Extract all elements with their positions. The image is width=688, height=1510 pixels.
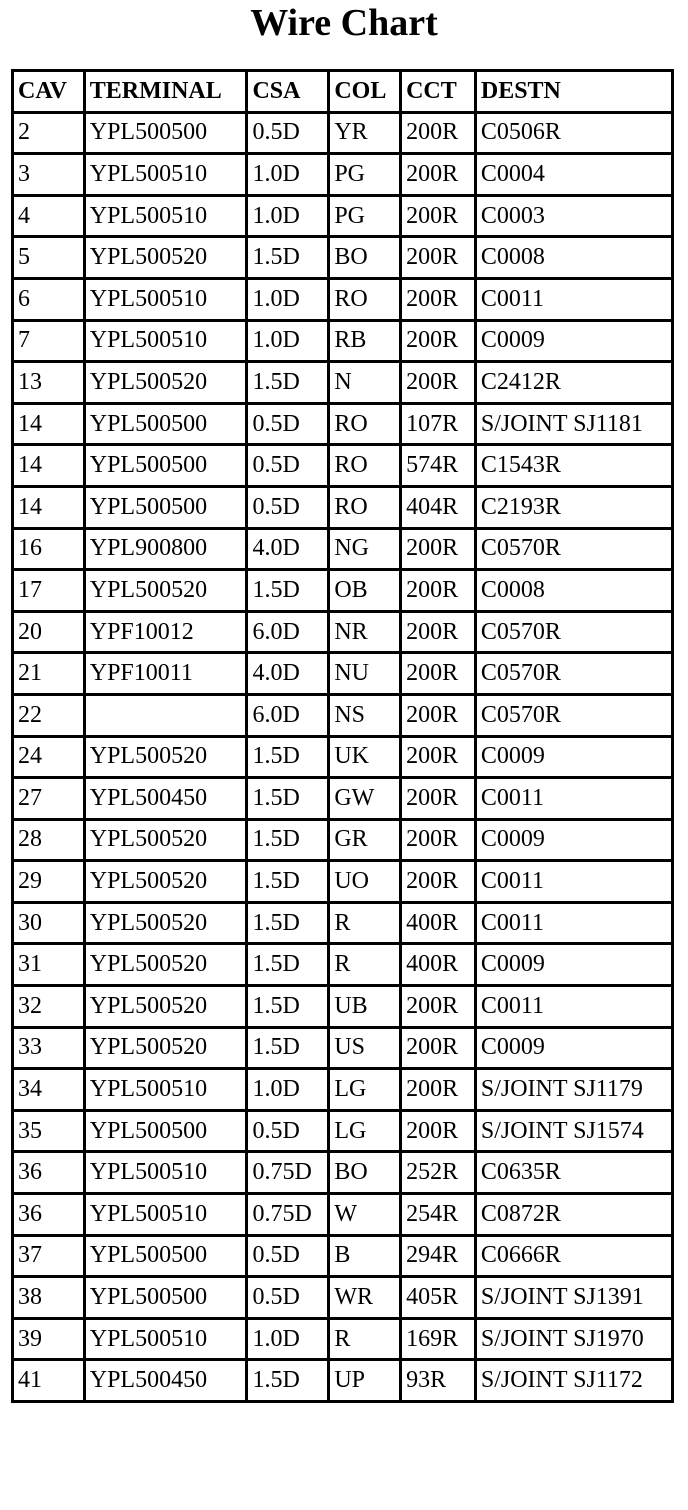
cell-col: WR bbox=[329, 1277, 401, 1319]
cell-cct: 200R bbox=[401, 694, 476, 736]
cell-col: OB bbox=[329, 570, 401, 612]
cell-cav: 29 bbox=[13, 861, 85, 903]
cell-destn: C0009 bbox=[475, 320, 672, 362]
column-header-destn: DESTN bbox=[475, 71, 672, 113]
cell-cct: 574R bbox=[401, 445, 476, 487]
table-row bbox=[13, 1277, 673, 1319]
cell-col: NR bbox=[329, 611, 401, 653]
cell-destn: C0011 bbox=[475, 986, 672, 1028]
cell-destn: C0009 bbox=[475, 1027, 672, 1069]
cell-csa: 0.75D bbox=[247, 1194, 329, 1236]
table-row bbox=[13, 570, 673, 612]
cell-cav: 36 bbox=[13, 1152, 85, 1194]
cell-cav: 14 bbox=[13, 486, 85, 528]
table-row bbox=[13, 154, 673, 196]
table-row bbox=[13, 1110, 673, 1152]
cell-csa: 1.0D bbox=[247, 154, 329, 196]
cell-csa: 0.75D bbox=[247, 1152, 329, 1194]
cell-col: YR bbox=[329, 112, 401, 154]
cell-col: RB bbox=[329, 320, 401, 362]
column-header-col: COL bbox=[329, 71, 401, 113]
cell-destn: C0666R bbox=[475, 1235, 672, 1277]
cell-col: PG bbox=[329, 154, 401, 196]
cell-terminal: YPL500520 bbox=[84, 1027, 247, 1069]
cell-csa: 1.5D bbox=[247, 902, 329, 944]
cell-cav: 3 bbox=[13, 154, 85, 196]
cell-col: RO bbox=[329, 403, 401, 445]
cell-cct: 254R bbox=[401, 1194, 476, 1236]
cell-destn: C2412R bbox=[475, 362, 672, 404]
cell-cav: 38 bbox=[13, 1277, 85, 1319]
cell-destn: S/JOINT SJ1179 bbox=[475, 1069, 672, 1111]
cell-cav: 36 bbox=[13, 1194, 85, 1236]
cell-terminal: YPF10011 bbox=[84, 653, 247, 695]
cell-cct: 200R bbox=[401, 653, 476, 695]
cell-cav: 14 bbox=[13, 445, 85, 487]
table-row bbox=[13, 1152, 673, 1194]
cell-col: R bbox=[329, 902, 401, 944]
cell-terminal: YPL500500 bbox=[84, 1235, 247, 1277]
cell-cct: 200R bbox=[401, 278, 476, 320]
header-row bbox=[13, 71, 673, 113]
cell-destn: C0570R bbox=[475, 653, 672, 695]
cell-terminal: YPL500500 bbox=[84, 1110, 247, 1152]
cell-cav: 27 bbox=[13, 778, 85, 820]
cell-csa: 1.5D bbox=[247, 861, 329, 903]
cell-csa: 1.5D bbox=[247, 944, 329, 986]
cell-cav: 5 bbox=[13, 237, 85, 279]
cell-destn: C0635R bbox=[475, 1152, 672, 1194]
cell-csa: 0.5D bbox=[247, 1235, 329, 1277]
cell-terminal: YPL500520 bbox=[84, 736, 247, 778]
column-header-csa: CSA bbox=[247, 71, 329, 113]
cell-col: N bbox=[329, 362, 401, 404]
cell-destn: C0004 bbox=[475, 154, 672, 196]
cell-terminal: YPL500510 bbox=[84, 1152, 247, 1194]
table-row bbox=[13, 944, 673, 986]
cell-csa: 1.5D bbox=[247, 778, 329, 820]
cell-cct: 200R bbox=[401, 195, 476, 237]
cell-col: BO bbox=[329, 237, 401, 279]
cell-cav: 20 bbox=[13, 611, 85, 653]
cell-destn: C1543R bbox=[475, 445, 672, 487]
cell-cct: 200R bbox=[401, 1027, 476, 1069]
table-row bbox=[13, 694, 673, 736]
cell-terminal: YPL500500 bbox=[84, 445, 247, 487]
cell-csa: 4.0D bbox=[247, 653, 329, 695]
cell-col: PG bbox=[329, 195, 401, 237]
cell-terminal: YPL500510 bbox=[84, 278, 247, 320]
table-row bbox=[13, 1194, 673, 1236]
page-title: Wire Chart bbox=[250, 2, 438, 44]
cell-destn: S/JOINT SJ1172 bbox=[475, 1360, 672, 1402]
table-row bbox=[13, 986, 673, 1028]
table-row bbox=[13, 237, 673, 279]
table-row bbox=[13, 278, 673, 320]
cell-terminal: YPL500510 bbox=[84, 195, 247, 237]
cell-cav: 6 bbox=[13, 278, 85, 320]
cell-col: LG bbox=[329, 1069, 401, 1111]
cell-cav: 31 bbox=[13, 944, 85, 986]
cell-destn: C0009 bbox=[475, 819, 672, 861]
cell-cct: 200R bbox=[401, 819, 476, 861]
cell-cav: 14 bbox=[13, 403, 85, 445]
table-row bbox=[13, 1027, 673, 1069]
cell-destn: C0506R bbox=[475, 112, 672, 154]
cell-col: NG bbox=[329, 528, 401, 570]
wire-chart-table bbox=[11, 69, 674, 1403]
table-row bbox=[13, 611, 673, 653]
table-row bbox=[13, 195, 673, 237]
table-row bbox=[13, 1069, 673, 1111]
cell-destn: C0003 bbox=[475, 195, 672, 237]
cell-csa: 0.5D bbox=[247, 1277, 329, 1319]
cell-cav: 7 bbox=[13, 320, 85, 362]
cell-cct: 200R bbox=[401, 320, 476, 362]
cell-cav: 33 bbox=[13, 1027, 85, 1069]
cell-terminal: YPL500500 bbox=[84, 112, 247, 154]
cell-terminal: YPL500520 bbox=[84, 237, 247, 279]
cell-destn: C0011 bbox=[475, 861, 672, 903]
cell-destn: C0570R bbox=[475, 611, 672, 653]
cell-terminal: YPL500520 bbox=[84, 902, 247, 944]
cell-col: R bbox=[329, 1318, 401, 1360]
cell-cav: 4 bbox=[13, 195, 85, 237]
cell-cct: 200R bbox=[401, 778, 476, 820]
table-row bbox=[13, 1360, 673, 1402]
cell-terminal: YPL500520 bbox=[84, 362, 247, 404]
cell-destn: C0011 bbox=[475, 902, 672, 944]
cell-cav: 37 bbox=[13, 1235, 85, 1277]
cell-cct: 93R bbox=[401, 1360, 476, 1402]
cell-cav: 34 bbox=[13, 1069, 85, 1111]
cell-cct: 200R bbox=[401, 611, 476, 653]
cell-destn: S/JOINT SJ1181 bbox=[475, 403, 672, 445]
cell-cav: 39 bbox=[13, 1318, 85, 1360]
cell-col: GR bbox=[329, 819, 401, 861]
cell-cav: 22 bbox=[13, 694, 85, 736]
cell-col: UO bbox=[329, 861, 401, 903]
cell-destn: C0570R bbox=[475, 694, 672, 736]
table-row bbox=[13, 362, 673, 404]
cell-cct: 200R bbox=[401, 528, 476, 570]
cell-cct: 400R bbox=[401, 902, 476, 944]
cell-terminal: YPL500500 bbox=[84, 486, 247, 528]
cell-terminal: YPF10012 bbox=[84, 611, 247, 653]
table-row bbox=[13, 736, 673, 778]
cell-cct: 200R bbox=[401, 570, 476, 612]
cell-cct: 404R bbox=[401, 486, 476, 528]
cell-cav: 17 bbox=[13, 570, 85, 612]
cell-destn: C2193R bbox=[475, 486, 672, 528]
cell-cct: 252R bbox=[401, 1152, 476, 1194]
cell-destn: C0011 bbox=[475, 778, 672, 820]
cell-cct: 405R bbox=[401, 1277, 476, 1319]
cell-csa: 1.5D bbox=[247, 570, 329, 612]
cell-csa: 1.0D bbox=[247, 1318, 329, 1360]
column-header-terminal: TERMINAL bbox=[84, 71, 247, 113]
table-row bbox=[13, 445, 673, 487]
cell-col: RO bbox=[329, 278, 401, 320]
cell-col: B bbox=[329, 1235, 401, 1277]
cell-csa: 1.5D bbox=[247, 1027, 329, 1069]
cell-col: NU bbox=[329, 653, 401, 695]
cell-terminal: YPL500520 bbox=[84, 986, 247, 1028]
cell-col: UP bbox=[329, 1360, 401, 1402]
cell-csa: 6.0D bbox=[247, 694, 329, 736]
cell-csa: 1.5D bbox=[247, 237, 329, 279]
cell-cct: 400R bbox=[401, 944, 476, 986]
cell-cct: 200R bbox=[401, 986, 476, 1028]
cell-cav: 21 bbox=[13, 653, 85, 695]
cell-cct: 107R bbox=[401, 403, 476, 445]
cell-terminal: YPL500450 bbox=[84, 1360, 247, 1402]
cell-terminal: YPL900800 bbox=[84, 528, 247, 570]
cell-cav: 2 bbox=[13, 112, 85, 154]
cell-cav: 35 bbox=[13, 1110, 85, 1152]
cell-terminal: YPL500500 bbox=[84, 403, 247, 445]
cell-col: W bbox=[329, 1194, 401, 1236]
table-row bbox=[13, 1235, 673, 1277]
cell-csa: 0.5D bbox=[247, 445, 329, 487]
cell-cav: 13 bbox=[13, 362, 85, 404]
table-row bbox=[13, 320, 673, 362]
cell-cct: 200R bbox=[401, 1069, 476, 1111]
cell-col: UK bbox=[329, 736, 401, 778]
cell-terminal: YPL500510 bbox=[84, 1318, 247, 1360]
cell-cav: 30 bbox=[13, 902, 85, 944]
cell-col: BO bbox=[329, 1152, 401, 1194]
cell-terminal: YPL500510 bbox=[84, 1069, 247, 1111]
cell-cct: 200R bbox=[401, 154, 476, 196]
cell-col: GW bbox=[329, 778, 401, 820]
table-row bbox=[13, 112, 673, 154]
cell-destn: S/JOINT SJ1970 bbox=[475, 1318, 672, 1360]
cell-cav: 32 bbox=[13, 986, 85, 1028]
cell-terminal: YPL500520 bbox=[84, 861, 247, 903]
cell-destn: S/JOINT SJ1391 bbox=[475, 1277, 672, 1319]
cell-csa: 1.0D bbox=[247, 195, 329, 237]
table-row bbox=[13, 403, 673, 445]
cell-csa: 1.0D bbox=[247, 320, 329, 362]
cell-csa: 0.5D bbox=[247, 112, 329, 154]
cell-destn: C0008 bbox=[475, 570, 672, 612]
cell-destn: C0011 bbox=[475, 278, 672, 320]
cell-terminal: YPL500510 bbox=[84, 320, 247, 362]
table-row bbox=[13, 861, 673, 903]
cell-col: US bbox=[329, 1027, 401, 1069]
table-row bbox=[13, 902, 673, 944]
cell-csa: 0.5D bbox=[247, 486, 329, 528]
cell-cct: 200R bbox=[401, 237, 476, 279]
cell-cct: 200R bbox=[401, 736, 476, 778]
cell-csa: 6.0D bbox=[247, 611, 329, 653]
cell-terminal: YPL500520 bbox=[84, 819, 247, 861]
cell-cct: 200R bbox=[401, 112, 476, 154]
cell-col: R bbox=[329, 944, 401, 986]
cell-cav: 16 bbox=[13, 528, 85, 570]
cell-csa: 1.5D bbox=[247, 819, 329, 861]
cell-destn: C0570R bbox=[475, 528, 672, 570]
cell-destn: C0872R bbox=[475, 1194, 672, 1236]
cell-col: LG bbox=[329, 1110, 401, 1152]
cell-destn: C0008 bbox=[475, 237, 672, 279]
table-row bbox=[13, 528, 673, 570]
cell-terminal: YPL500510 bbox=[84, 154, 247, 196]
cell-cav: 41 bbox=[13, 1360, 85, 1402]
cell-cct: 294R bbox=[401, 1235, 476, 1277]
cell-terminal: YPL500520 bbox=[84, 570, 247, 612]
cell-col: RO bbox=[329, 445, 401, 487]
column-header-cav: CAV bbox=[13, 71, 85, 113]
table-row bbox=[13, 819, 673, 861]
cell-terminal: YPL500520 bbox=[84, 944, 247, 986]
cell-csa: 0.5D bbox=[247, 403, 329, 445]
table-row bbox=[13, 1318, 673, 1360]
cell-cct: 200R bbox=[401, 861, 476, 903]
cell-col: RO bbox=[329, 486, 401, 528]
cell-csa: 1.5D bbox=[247, 986, 329, 1028]
cell-cct: 200R bbox=[401, 362, 476, 404]
cell-csa: 4.0D bbox=[247, 528, 329, 570]
cell-csa: 0.5D bbox=[247, 1110, 329, 1152]
cell-col: NS bbox=[329, 694, 401, 736]
table-row bbox=[13, 486, 673, 528]
cell-terminal bbox=[84, 694, 247, 736]
cell-cct: 200R bbox=[401, 1110, 476, 1152]
cell-terminal: YPL500500 bbox=[84, 1277, 247, 1319]
cell-csa: 1.5D bbox=[247, 1360, 329, 1402]
table-row bbox=[13, 778, 673, 820]
cell-col: UB bbox=[329, 986, 401, 1028]
cell-destn: S/JOINT SJ1574 bbox=[475, 1110, 672, 1152]
cell-cav: 28 bbox=[13, 819, 85, 861]
column-header-cct: CCT bbox=[401, 71, 476, 113]
cell-csa: 1.5D bbox=[247, 362, 329, 404]
cell-destn: C0009 bbox=[475, 736, 672, 778]
cell-cct: 169R bbox=[401, 1318, 476, 1360]
cell-csa: 1.5D bbox=[247, 736, 329, 778]
cell-cav: 24 bbox=[13, 736, 85, 778]
cell-destn: C0009 bbox=[475, 944, 672, 986]
cell-csa: 1.0D bbox=[247, 1069, 329, 1111]
cell-terminal: YPL500450 bbox=[84, 778, 247, 820]
cell-terminal: YPL500510 bbox=[84, 1194, 247, 1236]
cell-csa: 1.0D bbox=[247, 278, 329, 320]
table-row bbox=[13, 653, 673, 695]
